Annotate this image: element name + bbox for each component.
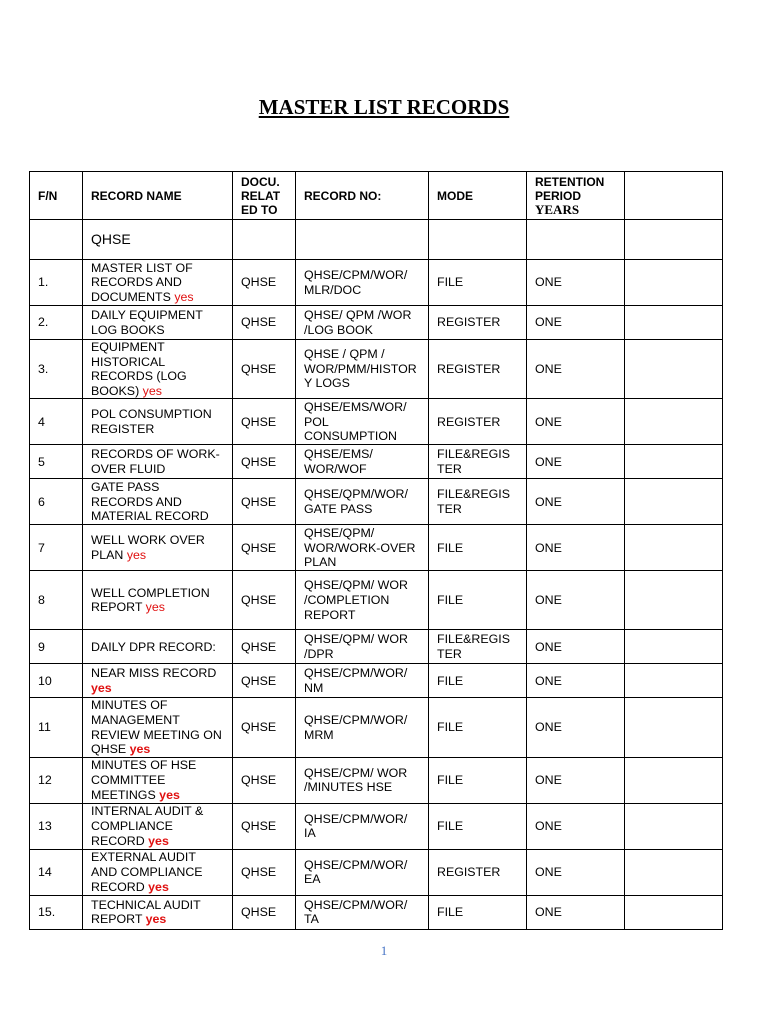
row-extra xyxy=(625,340,723,399)
row-record-no: QHSE/CPM/WOR/ IA xyxy=(296,803,429,849)
row-extra xyxy=(625,757,723,803)
row-mode: REGISTER xyxy=(429,399,527,445)
row-mode: FILE&REGIS TER xyxy=(429,479,527,525)
row-fn: 4 xyxy=(30,399,83,445)
record-name-text: INTERNAL AUDIT & COMPLIANCE RECORD xyxy=(91,804,204,848)
row-record-name xyxy=(83,445,233,479)
record-name-text: MINUTES OF HSE COMMITTEE MEETINGS xyxy=(91,758,197,802)
record-name-text: POL CONSUMPTION REGISTER xyxy=(91,407,212,436)
header-row xyxy=(30,172,723,220)
row-mode: FILE xyxy=(429,260,527,306)
record-name-text: EQUIPMENT HISTORICAL RECORDS (LOG BOOKS) xyxy=(91,340,187,398)
row-retention: ONE xyxy=(527,340,625,399)
row-fn: 6 xyxy=(30,479,83,525)
table-row xyxy=(30,525,723,571)
row-docu: QHSE xyxy=(233,399,296,445)
empty-cell xyxy=(233,220,296,260)
row-fn: 1. xyxy=(30,260,83,306)
row-docu: QHSE xyxy=(233,757,296,803)
row-docu: QHSE xyxy=(233,340,296,399)
header-mode: MODE xyxy=(429,172,527,220)
table-row xyxy=(30,571,723,630)
section-row xyxy=(30,220,723,260)
table-row xyxy=(30,479,723,525)
row-record-name xyxy=(83,698,233,757)
row-extra xyxy=(625,306,723,340)
row-record-no: QHSE/EMS/ WOR/WOF xyxy=(296,445,429,479)
section-label: QHSE xyxy=(83,220,233,260)
header-extra xyxy=(625,172,723,220)
row-retention: ONE xyxy=(527,525,625,571)
row-fn: 13 xyxy=(30,803,83,849)
yes-flag: yes xyxy=(145,912,167,927)
table-row xyxy=(30,664,723,698)
row-mode: FILE&REGIS TER xyxy=(429,445,527,479)
table-row xyxy=(30,849,723,895)
row-retention: ONE xyxy=(527,895,625,929)
yes-flag: yes xyxy=(126,547,147,562)
row-mode: FILE xyxy=(429,698,527,757)
row-record-name xyxy=(83,340,233,399)
record-name-text: DAILY DPR RECORD: xyxy=(91,639,216,654)
table-row xyxy=(30,895,723,929)
row-mode: REGISTER xyxy=(429,340,527,399)
row-extra xyxy=(625,571,723,630)
row-extra xyxy=(625,803,723,849)
row-record-no: QHSE/CPM/WOR/ TA xyxy=(296,895,429,929)
row-record-no: QHSE/QPM/ WOR /DPR xyxy=(296,630,429,664)
row-record-no: QHSE/EMS/WOR/ POL CONSUMPTION xyxy=(296,399,429,445)
yes-flag: yes xyxy=(91,680,112,695)
record-name-text: MASTER LIST OF RECORDS AND DOCUMENTS xyxy=(91,260,193,304)
row-record-name xyxy=(83,630,233,664)
record-name-text: WELL COMPLETION REPORT xyxy=(91,585,210,615)
row-mode: FILE xyxy=(429,525,527,571)
row-fn: 14 xyxy=(30,849,83,895)
row-fn: 10 xyxy=(30,664,83,698)
row-record-no: QHSE / QPM / WOR/PMM/HISTOR Y LOGS xyxy=(296,340,429,399)
row-retention: ONE xyxy=(527,664,625,698)
row-record-no: QHSE/CPM/WOR/ MLR/DOC xyxy=(296,260,429,306)
row-record-no: QHSE/CPM/WOR/ EA xyxy=(296,849,429,895)
row-extra xyxy=(625,525,723,571)
yes-flag: yes xyxy=(129,742,151,757)
row-fn: 9 xyxy=(30,630,83,664)
row-docu: QHSE xyxy=(233,306,296,340)
records-table xyxy=(29,171,723,930)
row-extra xyxy=(625,664,723,698)
row-record-no: QHSE/QPM/ WOR /COMPLETION REPORT xyxy=(296,571,429,630)
row-fn: 12 xyxy=(30,757,83,803)
row-mode: FILE xyxy=(429,571,527,630)
row-docu: QHSE xyxy=(233,895,296,929)
row-record-name xyxy=(83,757,233,803)
row-record-name xyxy=(83,260,233,306)
record-name-text: EXTERNAL AUDIT AND COMPLIANCE RECORD xyxy=(91,850,203,894)
yes-flag: yes xyxy=(148,833,169,848)
row-extra xyxy=(625,399,723,445)
row-mode: FILE xyxy=(429,664,527,698)
header-retention-years: YEARS xyxy=(535,201,580,217)
row-fn: 11 xyxy=(30,698,83,757)
table-row xyxy=(30,803,723,849)
row-docu: QHSE xyxy=(233,525,296,571)
row-record-name xyxy=(83,479,233,525)
header-docu: DOCU. RELAT ED TO xyxy=(233,172,296,220)
row-mode: FILE&REGIS TER xyxy=(429,630,527,664)
row-record-no: QHSE/CPM/ WOR /MINUTES HSE xyxy=(296,757,429,803)
record-name-text: MINUTES OF MANAGEMENT REVIEW MEETING ON QHSE xyxy=(91,698,222,757)
row-retention: ONE xyxy=(527,803,625,849)
page-number: 1 xyxy=(380,943,388,958)
row-retention: ONE xyxy=(527,479,625,525)
empty-cell xyxy=(429,220,527,260)
header-record-no: RECORD NO: xyxy=(296,172,429,220)
yes-flag: yes xyxy=(142,383,162,398)
row-record-name xyxy=(83,399,233,445)
row-extra xyxy=(625,698,723,757)
row-record-name xyxy=(83,664,233,698)
row-fn: 8 xyxy=(30,571,83,630)
section-fn-cell xyxy=(30,220,83,260)
row-extra xyxy=(625,630,723,664)
empty-cell xyxy=(296,220,429,260)
row-retention: ONE xyxy=(527,849,625,895)
record-name-text: TECHNICAL AUDIT REPORT xyxy=(91,897,201,927)
row-docu: QHSE xyxy=(233,630,296,664)
row-record-no: QHSE/QPM/WOR/ GATE PASS xyxy=(296,479,429,525)
row-fn: 7 xyxy=(30,525,83,571)
row-fn: 2. xyxy=(30,306,83,340)
table-row xyxy=(30,445,723,479)
row-docu: QHSE xyxy=(233,664,296,698)
table-row xyxy=(30,260,723,306)
row-record-name xyxy=(83,895,233,929)
row-retention: ONE xyxy=(527,630,625,664)
row-mode: FILE xyxy=(429,803,527,849)
record-name-text: GATE PASS RECORDS AND MATERIAL RECORD xyxy=(91,479,209,524)
record-name-text: WELL WORK OVER PLAN xyxy=(91,533,205,562)
row-record-no: QHSE/ QPM /WOR /LOG BOOK xyxy=(296,306,429,340)
row-docu: QHSE xyxy=(233,571,296,630)
row-retention: ONE xyxy=(527,306,625,340)
row-record-name xyxy=(83,849,233,895)
row-record-no: QHSE/CPM/WOR/ NM xyxy=(296,664,429,698)
row-retention: ONE xyxy=(527,571,625,630)
row-extra xyxy=(625,479,723,525)
row-mode: REGISTER xyxy=(429,849,527,895)
header-record-name: RECORD NAME xyxy=(83,172,233,220)
row-mode: REGISTER xyxy=(429,306,527,340)
row-record-name xyxy=(83,571,233,630)
record-name-text: DAILY EQUIPMENT LOG BOOKS xyxy=(91,307,203,337)
row-extra xyxy=(625,445,723,479)
row-record-no: QHSE/QPM/ WOR/WORK-OVER PLAN xyxy=(296,525,429,571)
yes-flag: yes xyxy=(145,600,165,615)
row-docu: QHSE xyxy=(233,698,296,757)
row-mode: FILE xyxy=(429,895,527,929)
row-docu: QHSE xyxy=(233,803,296,849)
row-fn: 3. xyxy=(30,340,83,399)
row-record-name xyxy=(83,803,233,849)
table-row xyxy=(30,399,723,445)
row-retention: ONE xyxy=(527,260,625,306)
row-extra xyxy=(625,849,723,895)
empty-cell xyxy=(527,220,625,260)
row-fn: 15. xyxy=(30,895,83,929)
row-record-name xyxy=(83,525,233,571)
row-fn: 5 xyxy=(30,445,83,479)
table-row xyxy=(30,698,723,757)
header-retention xyxy=(527,172,625,220)
table-row xyxy=(30,306,723,340)
empty-cell xyxy=(625,220,723,260)
row-record-no: QHSE/CPM/WOR/ MRM xyxy=(296,698,429,757)
row-retention: ONE xyxy=(527,399,625,445)
row-docu: QHSE xyxy=(233,479,296,525)
row-docu: QHSE xyxy=(233,260,296,306)
row-retention: ONE xyxy=(527,445,625,479)
header-retention-period: RETENTION PERIOD xyxy=(535,174,605,203)
page-title: MASTER LIST RECORDS xyxy=(258,95,510,119)
record-name-text: RECORDS OF WORK-OVER FLUID xyxy=(91,447,220,476)
row-record-name xyxy=(83,306,233,340)
table-row xyxy=(30,340,723,399)
table-row xyxy=(30,757,723,803)
header-fn: F/N xyxy=(30,172,83,220)
yes-flag: yes xyxy=(159,787,180,802)
row-extra xyxy=(625,260,723,306)
yes-flag: yes xyxy=(174,289,194,304)
row-docu: QHSE xyxy=(233,445,296,479)
table-row xyxy=(30,630,723,664)
yes-flag: yes xyxy=(148,879,169,894)
row-mode: FILE xyxy=(429,757,527,803)
row-retention: ONE xyxy=(527,698,625,757)
row-retention: ONE xyxy=(527,757,625,803)
row-extra xyxy=(625,895,723,929)
record-name-text: NEAR MISS RECORD xyxy=(91,666,217,681)
row-docu: QHSE xyxy=(233,849,296,895)
